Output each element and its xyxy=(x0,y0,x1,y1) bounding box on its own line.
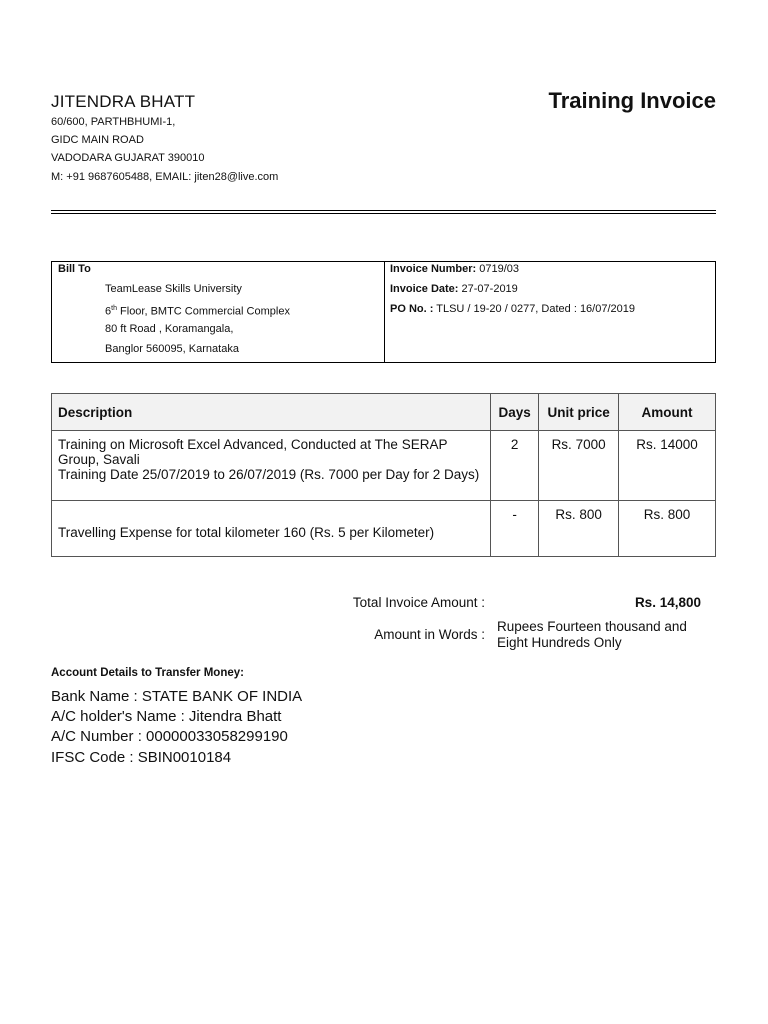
items-table xyxy=(51,393,716,557)
row-days: - xyxy=(491,501,539,557)
table-row xyxy=(52,501,716,557)
total-value: Rs. 14,800 xyxy=(634,595,701,610)
bank-name: Bank Name : STATE BANK OF INDIA xyxy=(51,688,303,705)
table-header-row xyxy=(52,394,716,431)
bill-to-address-line-3: Banglor 560095, Karnataka xyxy=(105,343,239,355)
row-description xyxy=(52,501,491,557)
bill-to-box xyxy=(51,261,716,363)
sender-name: JITENDRA BHATT xyxy=(51,92,196,111)
header-divider-top xyxy=(51,210,716,211)
description-line: Training Date 25/07/2019 to 26/07/2019 (Rs. 7000 per Day for 2 Days) xyxy=(58,467,480,482)
sender-address-line-3: VADODARA GUJARAT 390010 xyxy=(51,152,205,164)
header-days: Days xyxy=(491,394,539,431)
sender-address-line-2: GIDC MAIN ROAD xyxy=(51,134,144,146)
bill-to-label: Bill To xyxy=(58,263,91,275)
amount-in-words-label: Amount in Words : xyxy=(374,627,485,642)
header-unit-price: Unit price xyxy=(539,394,619,431)
invoice-number: Invoice Number: 0719/03 xyxy=(390,263,520,275)
header-amount: Amount xyxy=(619,394,716,431)
bill-to-company: TeamLease Skills University xyxy=(105,283,242,295)
invoice-title: Training Invoice xyxy=(548,88,716,113)
row-amount: Rs. 14000 xyxy=(619,431,716,501)
row-unit-price: Rs. 800 xyxy=(539,501,619,557)
table-row xyxy=(52,431,716,501)
row-days: 2 xyxy=(491,431,539,501)
row-description xyxy=(52,431,491,501)
header-divider-bottom xyxy=(51,213,716,214)
bill-box-divider xyxy=(384,262,385,362)
total-label: Total Invoice Amount : xyxy=(352,595,485,610)
po-number: PO No. : TLSU / 19-20 / 0277, Dated : 16/07/2019 xyxy=(390,303,635,315)
invoice-date: Invoice Date: 27-07-2019 xyxy=(390,283,518,295)
bill-to-address-line-2: 80 ft Road , Koramangala, xyxy=(105,323,234,335)
header-description: Description xyxy=(52,394,491,431)
sender-contact: M: +91 9687605488, EMAIL: jiten28@live.com xyxy=(51,171,279,183)
account-number: A/C Number : 00000033058299190 xyxy=(51,728,288,745)
row-unit-price: Rs. 7000 xyxy=(539,431,619,501)
amount-in-words-value: Rupees Fourteen thousand and Eight Hundreds Only xyxy=(497,619,687,650)
ifsc-code: IFSC Code : SBIN0010184 xyxy=(51,749,232,766)
description-line: Training on Microsoft Excel Advanced, Conducted at The SERAP Group, Savali xyxy=(58,437,448,467)
bill-to-address-line-1: 6th Floor, BMTC Commercial Complex xyxy=(105,305,290,318)
description-line: Travelling Expense for total kilometer 160 (Rs. 5 per Kilometer) xyxy=(58,525,435,540)
account-details-title: Account Details to Transfer Money: xyxy=(51,667,244,679)
sender-address-line-1: 60/600, PARTHBHUMI-1, xyxy=(51,116,176,128)
account-holder: A/C holder's Name : Jitendra Bhatt xyxy=(51,708,282,725)
row-amount: Rs. 800 xyxy=(619,501,716,557)
